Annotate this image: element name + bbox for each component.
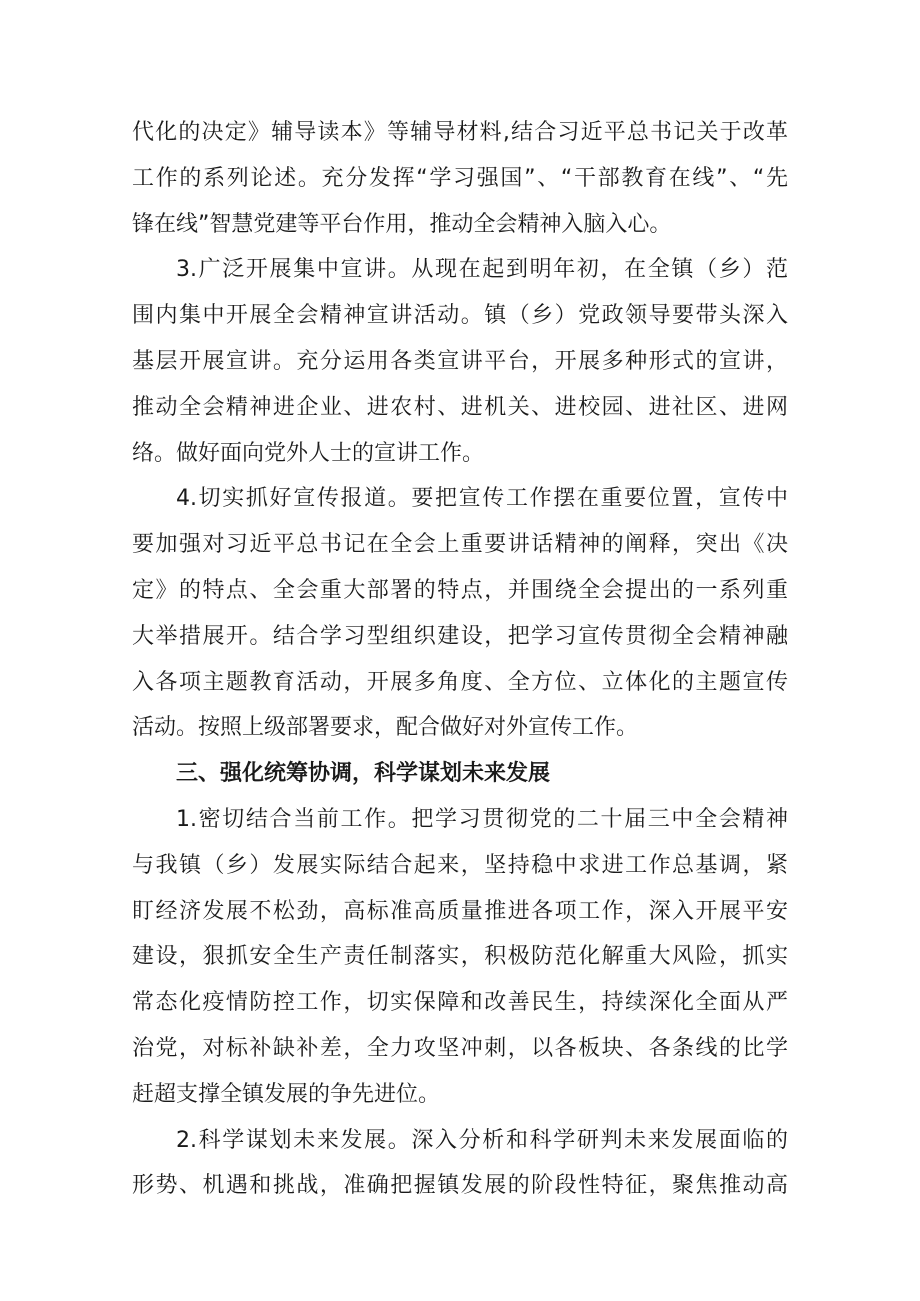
text-line: 2.科学谋划未来发展。深入分析和科学研判未来发展面临的 [176,1127,788,1153]
text-line: 入各项主题教育活动，开展多角度、全方位、立体化的主题宣传 [132,669,788,695]
text-line: 基层开展宣讲。充分运用各类宣讲平台，开展多种形式的宣讲， [132,348,788,374]
text-line: 络。做好面向党外人士的宣讲工作。 [132,440,485,466]
text-line: 建设，狠抓安全生产责任制落实，积极防范化解重大风险，抓实 [132,944,788,970]
text-line: 大举措展开。结合学习型组织建设，把学习宣传贯彻全会精神融 [132,623,788,649]
text-line: 4.切实抓好宣传报道。要把宣传工作摆在重要位置，宣传中 [176,486,788,512]
text-line: 要加强对习近平总书记在全会上重要讲话精神的阐释，突出《决 [132,532,788,558]
text-line: 盯经济发展不松劲，高标准高质量推进各项工作，深入开展平安 [132,898,788,924]
text-line: 赶超支撑全镇发展的争先进位。 [132,1081,441,1107]
text-line: 形势、机遇和挑战，准确把握镇发展的阶段性特征，聚焦推动高 [132,1173,788,1199]
text-line: 1.密切结合当前工作。把学习贯彻党的二十届三中全会精神 [176,806,788,832]
document-body [132,110,788,1209]
text-line: 活动。按照上级部署要求，配合做好对外宣传工作。 [132,715,639,741]
text-line: 治党，对标补缺补差，全力攻坚冲刺，以各板块、各条线的比学 [132,1035,788,1061]
section-heading: 三、强化统筹协调，科学谋划未来发展 [176,761,551,787]
text-line: 围内集中开展全会精神宣讲活动。镇（乡）党政领导要带头深入 [132,303,788,329]
text-line: 推动全会精神进企业、进农村、进机关、进校园、进社区、进网 [132,394,788,420]
text-line: 3.广泛开展集中宣讲。从现在起到明年初，在全镇（乡）范 [176,257,788,283]
text-line: 代化的决定》辅导读本》等辅导材料,结合习近平总书记关于改革 [132,120,788,145]
text-line: 工作的系列论述。充分发挥“学习强国”、“干部教育在线”、“先 [132,165,788,191]
text-line: 锋在线”智慧党建等平台作用，推动全会精神入脑入心。 [132,211,672,237]
text-line: 与我镇（乡）发展实际结合起来，坚持稳中求进工作总基调，紧 [132,852,788,878]
text-line: 定》的特点、全会重大部署的特点，并围绕全会提出的一系列重 [132,577,788,603]
text-line: 常态化疫情防控工作，切实保障和改善民生，持续深化全面从严 [132,990,788,1016]
